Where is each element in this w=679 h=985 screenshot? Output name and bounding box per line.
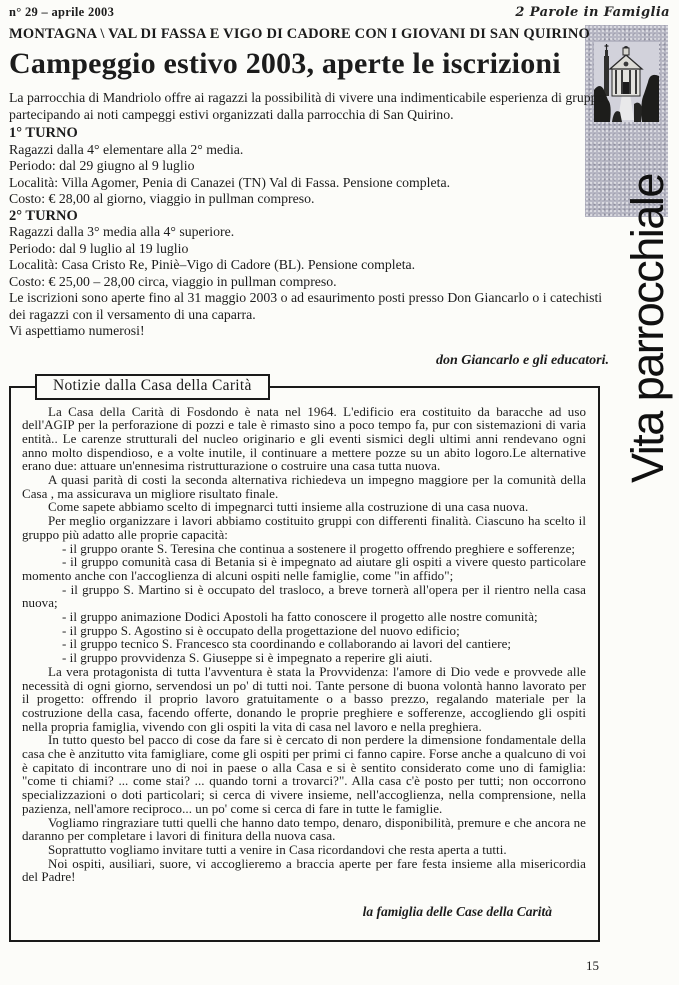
- article-kicker: MONTAGNA \ VAL DI FASSA E VIGO DI CADORE CON I GIOVANI DI SAN QUIRINO: [9, 26, 591, 42]
- issue-line: n° 29 – aprile 2003: [9, 5, 115, 19]
- group-list-item: - il gruppo S. Agostino si è occupato della progettazione del nuovo edificio;: [62, 622, 460, 638]
- group-list-item: - il gruppo comunità casa di Betania si è impegnato ad aiutare gli ospiti a vivere questo particolare momento anche con l'accoglienza di alcuni ospiti nelle famiglie, come "in affido";: [22, 554, 586, 583]
- closing-line: Le iscrizioni sono aperte fino al 31 maggio 2003 o ad esaurimento posti presso Don Giancarlo o i catechisti dei ragazzi con il versamento di una caparra.: [9, 290, 603, 322]
- turno2-line: Costo: € 25,00 – 28,00 circa, viaggio in pullman compreso.: [9, 273, 337, 289]
- notizie-box: [9, 376, 600, 943]
- box-paragraph: Per meglio organizzare i lavori abbiamo costituito gruppi con differenti finalità. Ciascuno ha scelto il gruppo più adatto alle proprie capacità:: [22, 513, 586, 542]
- turno1-line: Costo: € 28,00 al giorno, viaggio in pullman compreso.: [9, 191, 315, 206]
- turno2-line: Località: Casa Cristo Re, Piniè–Vigo di Cadore (BL). Pensione completa.: [9, 257, 416, 272]
- box-paragraph: La Casa della Carità di Fosdondo è nata nel 1964. L'edificio era costituito da baracche ad uso dell'AGIP per la perforazione di pozzi e tale è rimasto sino a poco tempo fa, pur con sistemazioni di varia entità.. Le carenze strutturali del nucleo originario e gli eventi sismici degli ultimi anni rendevano ogni anno molto dispendioso, e a volte inutile, il continuare a mettere pozze su un abito logoro.Le alternative erano due: attuare un'ennesima ristrutturazione o costruire una casa tutta nuova.: [22, 403, 586, 474]
- notizie-box-label: Notizie dalla Casa della Carità: [35, 374, 270, 400]
- group-list-item: - il gruppo tecnico S. Francesco sta coordinando e collaborando ai lavori del cantiere;: [62, 636, 512, 652]
- box-paragraph: La vera protagonista di tutta l'avventura è stata la Provvidenza: l'amore di Dio vede e provvede alle necessità di ogni giorno, servendosi un po' di tutti noi. Tante persone di buona volontà hanno lavorato per il progetto: offrendo il proprio lavoro gratuitamente o a basso prezzo, regalando materiale per la costruzione della casa, facendo offerte, donando le proprie preghiere e sofferenze, accogliendo gli ospiti nella propria famiglia, vivendo con gli ospiti la vita di casa nel lavoro e nella preghiera.: [22, 663, 586, 734]
- turno2-line: Ragazzi dalla 3° media alla 4° superiore.: [9, 224, 235, 239]
- turno1-heading: 1° TURNO: [9, 125, 78, 141]
- box-paragraph: Noi ospiti, ausiliari, suore, vi accoglieremo a braccia aperte per fare festa insieme alla misericordia del Padre!: [22, 855, 586, 885]
- section-vertical-title: Vita parrocchiale: [622, 174, 673, 483]
- group-list-item: - il gruppo animazione Dodici Apostoli ha fatto conoscere il progetto alle nostre comunità;: [62, 609, 538, 625]
- group-list-item: - il gruppo S. Martino si è occupato del trasloco, a breve tornerà all'opera per il rientro nella casa nuova;: [22, 581, 586, 611]
- turno2-line: Periodo: dal 9 luglio al 19 luglio: [9, 240, 189, 256]
- article-signature: don Giancarlo e gli educatori.: [435, 352, 609, 368]
- box-signature: la famiglia delle Case della Carità: [362, 904, 552, 920]
- box-paragraph: In tutto questo bel pacco di cose da fare si è cercato di non perdere la dimensione fondamentale della casa che è anzitutto vita famigliare, come gli ospiti per primi ci fanno capire. Forse anche a qualcuno di voi è capitato di incontrare uno di noi in paese o alla Casa e si è sentito considerato come uno di famiglia: "come ti chiami? ... come stai? ... quando torni a trovarci?". Alla casa c'è posto per tutti; non occorrono specializzazioni o doti particolari; si cerca di vivere insieme, nell'accoglienza, nella comprensione, nella pazienza, nell'amore reciproco... un po' come si cerca di fare in tutte le famiglie.: [22, 732, 586, 816]
- box-paragraph: Vogliamo ringraziare tutti quelli che hanno dato tempo, denaro, disponibilità, premure e che ancora ne daranno per completare i lavori di finitura della nuova casa.: [22, 814, 586, 844]
- main-column: [9, 25, 609, 942]
- box-paragraph: Soprattutto vogliamo invitare tutti a venire in Casa ricordandovi che resta aperta a tutti.: [48, 842, 507, 857]
- closing-line: Vi aspettiamo numerosi!: [9, 323, 145, 338]
- turno2-heading: 2° TURNO: [9, 207, 78, 224]
- turno1-line: Località: Villa Agomer, Penia di Canazei (TN) Val di Fassa. Pensione completa.: [9, 174, 451, 190]
- article-intro: La parrocchia di Mandriolo offre ai ragazzi la possibilità di vivere una indimenticabile esperienza di gruppo partecipando ai noti campeggi estivi organizzati dalla parrocchia di San Quirino.: [9, 90, 605, 122]
- box-paragraph: Come sapete abbiamo scelto di impegnarci tutti insieme alla costruzione di una casa nuova.: [48, 499, 529, 515]
- page-number: 15: [586, 958, 599, 973]
- masthead-title: 2 Parole in Famiglia: [515, 5, 670, 20]
- article-title: Campeggio estivo 2003, aperte le iscrizioni: [9, 47, 561, 80]
- group-list-item: - il gruppo orante S. Teresina che continua a sostenere il progetto offrendo preghiere e sofferenze;: [62, 540, 576, 556]
- turno1-line: Ragazzi dalla 4° elementare alla 2° media.: [9, 141, 244, 157]
- group-list-item: - il gruppo provvidenza S. Giuseppe si è impegnato a reperire gli aiuti.: [62, 650, 433, 666]
- box-paragraph: A quasi parità di costi la seconda alternativa richiedeva un impegno maggiore per la comunità della Casa , ma assicurava un migliore risultato finale.: [22, 472, 586, 501]
- turno1-line: Periodo: dal 29 giugno al 9 luglio: [9, 158, 195, 173]
